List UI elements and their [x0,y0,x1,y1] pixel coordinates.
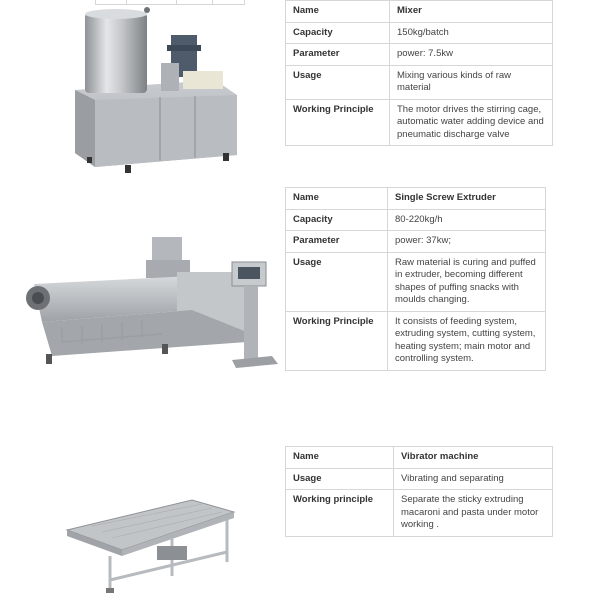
spec-row [286,311,546,370]
spec-label: Name [286,1,390,23]
spec-label: Parameter [286,44,390,66]
spec-label: Name [286,447,394,469]
spec-row [286,1,553,23]
spec-label: Working principle [286,490,394,537]
spec-value: Vibrating and separating [394,468,553,490]
spec-value: Vibrator machine [394,447,553,469]
spec-value: It consists of feeding system, extruding system, cutting system, heating system; main motor and controlling system. [388,311,546,370]
spec-value: power: 37kw; [388,231,546,253]
spec-row [286,22,553,44]
vibrator-spec-table [285,446,553,537]
spec-value: Mixer [390,1,553,23]
spec-label: Usage [286,468,394,490]
extruder-spec-table [285,187,546,371]
spec-row [286,490,553,537]
spec-label: Parameter [286,231,388,253]
spec-value: 80-220kg/h [388,209,546,231]
spec-row [286,99,553,146]
spec-row [286,188,546,210]
spec-label: Usage [286,252,388,311]
vibrator-machine-image [62,490,237,595]
spec-row [286,44,553,66]
mixer-machine-image [65,5,245,175]
spec-label: Usage [286,65,390,99]
spec-row [286,468,553,490]
spec-label: Capacity [286,209,388,231]
spec-value: Single Screw Extruder [388,188,546,210]
spec-row [286,252,546,311]
single-screw-extruder-image [22,232,280,377]
spec-row [286,65,553,99]
spec-row [286,447,553,469]
spec-label: Name [286,188,388,210]
spec-row [286,231,546,253]
spec-row [286,209,546,231]
spec-value: 150kg/batch [390,22,553,44]
spec-value: The motor drives the stirring cage, automatic water adding device and pneumatic discharge valve [390,99,553,146]
spec-label: Working Principle [286,99,390,146]
spec-value: Separate the sticky extruding macaroni and pasta under motor working . [394,490,553,537]
spec-label: Capacity [286,22,390,44]
spec-value: power: 7.5kw [390,44,553,66]
spec-value: Mixing various kinds of raw material [390,65,553,99]
spec-value: Raw material is curing and puffed in extruder, becoming different shapes of puffing snacks with moulds changing. [388,252,546,311]
mixer-spec-table [285,0,553,146]
spec-label: Working Principle [286,311,388,370]
